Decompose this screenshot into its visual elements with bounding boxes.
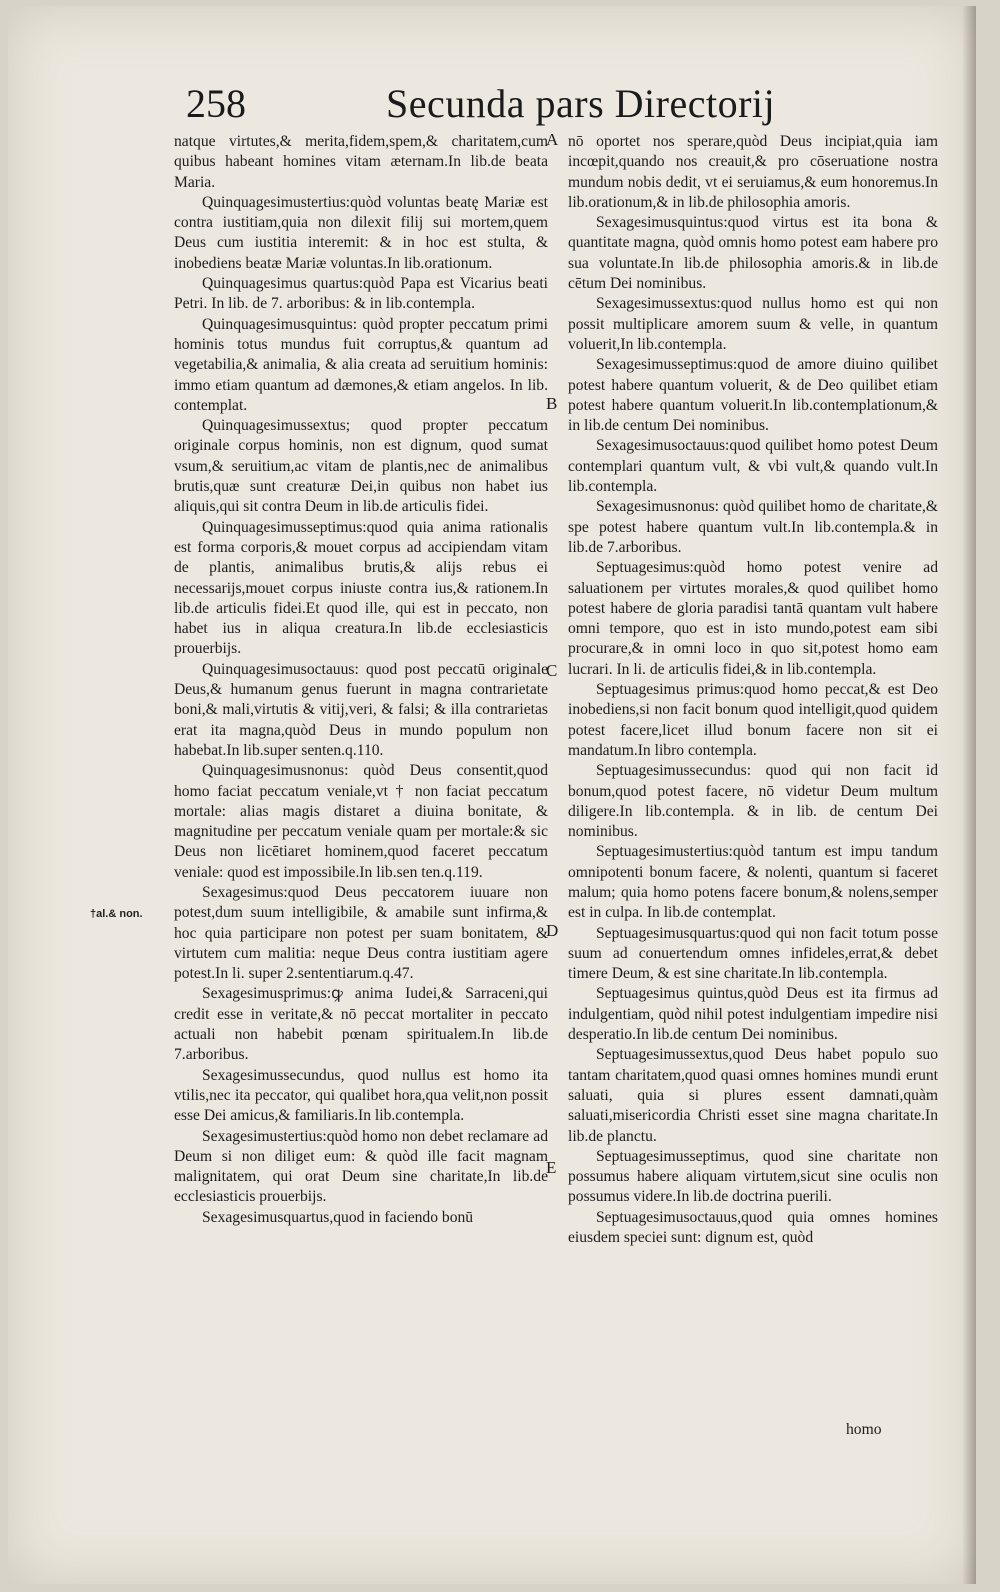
- right-paragraph: Septuagesimus primus:quod homo peccat,& est Deo inobediens,si non facit bonum quod intelligit,quod quidem potest facere,licet illud bonum facere non sit ei mandatum.In libro contempla.: [568, 681, 938, 759]
- section-marker-d: D: [546, 921, 559, 940]
- section-marker-a: A: [546, 130, 559, 149]
- left-column: [174, 132, 548, 1228]
- left-paragraph: Quinquagesimusoctauus: quod post peccatū originale Deus,& humanum genus fuerunt in magna contrarietate boni,& mali,virtutis & vitij,veri, & falsi; & illa contrarietas erat ita magna,quòd Deus in mundo populum non habebat.In lib.super senten.q.110.: [174, 660, 548, 759]
- right-paragraph: Sexagesimusoctauus:quod quilibet homo potest Deum contemplari quantum vult, & vbi vult,& quando vult.In lib.contempla.: [568, 437, 938, 496]
- right-paragraph: Septuagesimusseptimus, quod sine charitate non possumus habere aliquam virtutem,sicut sine oculis non possumus videre.In lib.de doctrina puerili.: [568, 1147, 938, 1206]
- right-paragraph: Septuagesimustertius:quòd tantum est impu tandum omnipotenti bonum facere, & nolenti, quantum si faceret malum; quia homo potens facere bonum,& nolens,semper est in culpa. In lib.de contemplat.: [568, 843, 938, 922]
- left-paragraph: Sexagesimusquartus,quod in faciendo bonū: [202, 1208, 474, 1226]
- right-paragraph: nō oportet nos sperare,quòd Deus incipiat,quia iam incœpit,quando nos creauit,& pro cōseruatione nostra mundum nobis dedit, vt ei seruiamus,& eum honoremus.In lib.orationum,& in lib.de philosophia amoris.: [568, 133, 938, 211]
- book-page: [8, 6, 976, 1584]
- section-marker-b: B: [546, 394, 558, 413]
- left-paragraph: Quinquagesimussextus; quod propter peccatum originale corpus hominis, non est dignum, quod sumat vsum,& seruitium,ac vitam de plantis,nec de animalibus brutis,quæ sunt creaturæ Dei,in quibus non habet ius aliquis,qui sit contra Deum in lib.de articulis fidei.: [174, 417, 548, 516]
- left-paragraph: natque virtutes,& merita,fidem,spem,& charitatem,cum quibus habeant homines vitam æternam.In lib.de beata Maria.: [174, 133, 548, 191]
- left-paragraph: Quinquagesimusseptimus:quod quia anima rationalis est forma corporis,& mouet corpus ad accipiendam vitam de plantis, animalibus brutis,& alijs rebus ei necessarijs,mouet corpus iniuste contra ius,& rationem.In lib.de articulis fidei.Et quod ille, qui est in peccato, non habet ius in aliqua creatura.In lib.de ecclesiasticis prouerbijs.: [174, 518, 548, 658]
- right-paragraph: Sexagesimusquintus:quod virtus est ita bona & quantitate magna, quòd omnis homo potest eam habere pro sua voluntate.In lib.de philosophia amoris.& in lib.de cētum Dei nominibus.: [568, 214, 938, 293]
- left-paragraph: Quinquagesimusquintus: quòd propter peccatum primi hominis totus mundus fuit corruptus,& quantum ad vegetabilia,& animalia, & alia creata ad seruitium hominis: immo etiam quantum ad dæmones,& etiam angelos. In lib. contemplat.: [174, 315, 548, 414]
- right-paragraph: Sexagesimusseptimus:quod de amore diuino quilibet potest habere quantum voluerit, & de Deo quilibet etiam potest habere quantum voluerit.In lib.contemplationum,& in lib.de centum Dei nominibus.: [568, 356, 938, 435]
- right-paragraph: Sexagesimussextus:quod nullus homo est qui non possit multiplicare amorem suum & velle, in quantum voluerit,In lib.contempla.: [568, 295, 938, 353]
- section-marker-c: C: [546, 661, 558, 680]
- right-paragraph: Sexagesimusnonus: quòd quilibet homo de charitate,& spe potest habere quantum vult.In lib.contempla.& in lib.de 7.arboribus.: [568, 498, 938, 556]
- folio-number: 258: [186, 81, 246, 126]
- left-paragraph: Sexagesimus:quod Deus peccatorem iuuare non potest,dum suum intelligibile, & amabile sunt infirma,& hoc quia participare non potest per suam bonitatem, & virtutem cum malitia: neque Deus contra iustitiam agere potest.In li. super 2.sententiarum.q.47.: [174, 883, 548, 983]
- left-paragraph: Quinquagesimusnonus: quòd Deus consentit,quod homo faciat peccatum veniale,vt † non faciat peccatum mortale: alias magis distaret a diuina bonitate, & magnitudine per peccatum veniale quam per mortale:& sic Deus non licētiaret hominem,quod faceret peccatum veniale: quod est impossibile.In lib.sen ten.q.119.: [174, 762, 548, 881]
- page-edge-shadow: [962, 6, 976, 1584]
- catchword: homo: [846, 1421, 882, 1438]
- marginal-note: †al.& non.: [90, 908, 143, 920]
- left-paragraph: Sexagesimusprimus:ꝙ anima Iudei,& Sarraceni,qui credit esse in veritate,& nō peccat mortaliter in peccato actuali non habebit pœnam spiritualem.In lib.de 7.arboribus.: [174, 985, 548, 1064]
- left-paragraph: Quinquagesimustertius:quòd voluntas beatę Mariæ est contra iustitiam,quia non dilexit filij sui mortem,quem Deus cum iustitia interemit: & in hoc est stulta, & inobediens beatæ Mariæ voluntas.In lib.orationum.: [174, 193, 548, 272]
- right-paragraph: Septuagesimusoctauus,quod quia omnes homines eiusdem speciei sunt: dignum est, quòd: [568, 1208, 938, 1247]
- left-paragraph: Quinquagesimus quartus:quòd Papa est Vicarius beati Petri. In lib. de 7. arboribus: & in lib.contempla.: [174, 275, 548, 313]
- right-paragraph: Septuagesimusquartus:quod qui non facit totum posse suum ad conuertendum omnes infideles,errat,& debet timere Deum, & est sine charitate.In lib.contempla.: [568, 924, 938, 983]
- page-header: [186, 80, 886, 140]
- right-paragraph: Septuagesimussextus,quod Deus habet populo suo tantam charitatem,quod quasi omnes homines mundi erunt saluati, quia si plures essent damnati,quàm saluati,misericordia Christi esset sine magna charitate.In lib.de planctu.: [568, 1046, 938, 1145]
- right-column: [568, 132, 938, 1248]
- right-paragraph: Septuagesimus quintus,quòd Deus est ita firmus ad indulgentiam, quòd nihil potest indulgentiam impedire nisi desperatio.In lib.de centum Dei nominibus.: [568, 985, 938, 1044]
- left-paragraph: Sexagesimustertius:quòd homo non debet reclamare ad Deum si non diliget eum: & quòd ille facit magnam malignitatem, qui orat Deum sine charitate,In lib.de ecclesiasticis prouerbijs.: [174, 1127, 548, 1206]
- running-title: Secunda pars Directorij: [386, 81, 776, 126]
- right-paragraph: Septuagesimus:quòd homo potest venire ad saluationem per virtutes morales,& quod quilibet homo potest habere de gloria paradisi tantā quantam vult habere omni tempore, quo est in isto mundo,potest eam sibi procurare,& in omni loco in quo sit,potest homo eam lucrari. In li. de articulis fidei,& in lib.contempla.: [568, 559, 938, 678]
- left-paragraph: Sexagesimussecundus, quod nullus est homo ita vtilis,nec ita peccator, qui qualibet hora,qua velit,non possit esse Dei amicus,& familiaris.In lib.contempla.: [174, 1066, 548, 1125]
- section-marker-e: E: [546, 1158, 557, 1177]
- right-paragraph: Septuagesimussecundus: quod qui non facit id bonum,quod potest facere, nō videtur Deum multum diligere.In lib.contempla. & in lib. de centum Dei nominibus.: [568, 762, 938, 841]
